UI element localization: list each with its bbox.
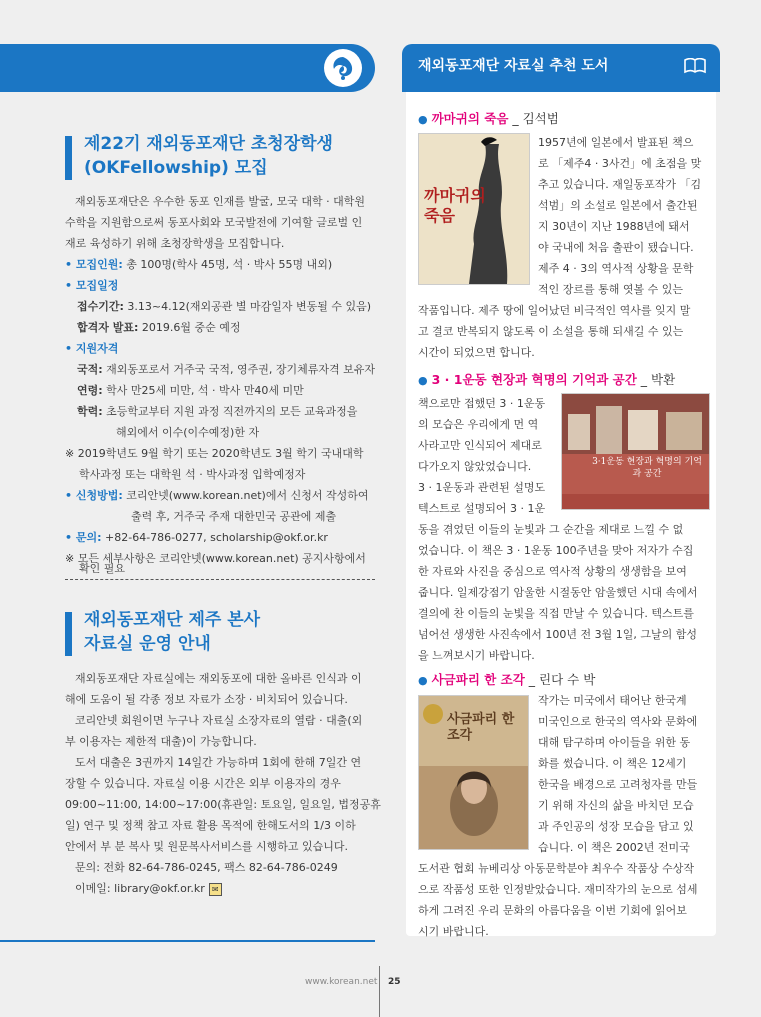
book1-text: 야 국내에 처음 출판이 됐습니다.	[538, 241, 694, 254]
inquiry-contact: • 문의: +82-64-786-0277, scholarship@okf.or.kr	[65, 531, 328, 544]
recruit-schedule-label: • 모집일정	[65, 279, 119, 292]
book3-text: 시기 바랍니다.	[418, 925, 489, 938]
book2-text: 텍스트로 설명되어 3 · 1운	[418, 502, 546, 515]
details-note: ※ 모든 세부사항은 코리안넷(www.korean.net) 공지사항에서	[65, 552, 366, 565]
section1-intro-line: 수학을 지원함으로써 동포사회와 모국발전에 기여할 글로벌 인	[65, 216, 363, 229]
book1-text: 로 「제주4 · 3사건」에 초점을 맞	[538, 157, 702, 170]
open-book-icon	[683, 58, 707, 78]
book3-cover	[418, 695, 529, 850]
book1-cover	[418, 133, 530, 285]
book2-text: 한 자료와 사진을 중심으로 역사적 상황의 생생함을 보여	[418, 565, 687, 578]
book1-text: 제주 4 · 3의 역사적 상황을 문학	[538, 262, 694, 275]
library-info-line: 부 이용자는 제한적 대출)이 가능합니다.	[65, 735, 257, 748]
book1-text: 지 30년이 지난 1988년에 돼서	[538, 220, 690, 233]
library-info-line: 일) 연구 및 정책 참고 자료 활용 목적에 한해도서의 1/3 이하	[65, 819, 356, 832]
section1-title-line2: (OKFellowship) 모집	[84, 158, 268, 178]
section2-title-line1: 재외동포재단 제주 본사	[84, 610, 261, 630]
book1-text: 고 결코 반복되지 않도록 이 소설을 통해 되새길 수 있는	[418, 325, 684, 338]
book3-text: 하게 그려진 우리 문화의 아름다움을 이번 기회에 읽어보	[418, 904, 687, 917]
book3-text: 대해 탐구하며 아이들을 위한 동	[538, 736, 691, 749]
application-method-cont: 출력 후, 거주국 주재 대한민국 공관에 제출	[131, 510, 337, 523]
book2-text: 의 모습은 우리에게 먼 역	[418, 418, 539, 431]
recruit-count: • 모집인원: 총 100명(학사 45명, 석 · 박사 55명 내외)	[65, 258, 333, 271]
library-email: 이메일: library@okf.or.kr ✉	[75, 878, 222, 899]
book2-cover-title: 3·1운동 현장과 혁명의 기억과 공간	[592, 457, 702, 479]
email-icon: ✉	[209, 883, 222, 896]
book3-text: 기 위해 자신의 삶을 바치던 모습	[538, 799, 694, 812]
section-marker	[65, 136, 72, 180]
left-bottom-rule	[0, 940, 375, 942]
book2-text: 동을 겪었던 이들의 눈빛과 그 순간을 제대로 느낄 수 없	[418, 523, 684, 536]
eligibility-note: ※ 2019학년도 9월 학기 또는 2020학년도 3월 학기 국내대학	[65, 447, 364, 460]
details-note-cont: 확인 필요	[79, 562, 126, 575]
eligibility-education: 학력: 초등학교부터 지원 과정 직전까지의 모든 교육과정을	[77, 405, 358, 418]
library-info-line: 해에 도움이 될 각종 정보 자료가 소장 · 비치되어 있습니다.	[65, 693, 348, 706]
book3-cover-title: 사금파리 한 조각	[447, 712, 515, 743]
book3-text: 작가는 미국에서 태어난 한국계	[538, 694, 687, 707]
section2-title-line2: 자료실 운영 안내	[84, 634, 211, 654]
application-period: 접수기간: 3.13~4.12(재외공관 별 마감일자 변동될 수 있음)	[77, 300, 372, 313]
book2-text: 책으로만 접했던 3 · 1운동	[418, 397, 546, 410]
book2-text: 결의에 찬 이들의 눈빛을 직접 만날 수 있습니다. 텍스트를	[418, 607, 694, 620]
book3-text: 도서관 협회 뉴베리상 아동문학분야 최우수 작품상 수상작	[418, 862, 695, 875]
book2-text: 다가오지 않았었습니다.	[418, 460, 532, 473]
book2-heading: ● 3 · 1운동 현장과 혁명의 기억과 공간 _ 박환	[418, 372, 676, 387]
eligibility-education-cont: 해외에서 이수(이수예정)한 자	[116, 426, 260, 439]
book1-text: 시간이 되었으면 합니다.	[418, 346, 535, 359]
book3-text: 습니다. 이 책은 2002년 전미국	[538, 841, 690, 854]
footer-divider	[379, 966, 380, 1017]
book2-text: 줍니다. 일제강점기 암울한 시절동안 암울했던 시대 속에서	[418, 586, 698, 599]
book3-text: 미국인으로 한국의 역사와 문화에	[538, 715, 698, 728]
library-info-line: 안에서 부 분 복사 및 원문복사서비스를 시행하고 있습니다.	[65, 840, 348, 853]
foundation-logo-icon	[324, 49, 362, 87]
announcement-date: 합격자 발표: 2019.6월 중순 예정	[77, 321, 241, 334]
eligibility-note-cont: 학사과정 또는 대학원 석 · 박사과정 입학예정자	[79, 468, 306, 481]
book1-text: 추고 있습니다. 재일동포작가 「김	[538, 178, 702, 191]
book2-text: 사라고만 인식되어 제대로	[418, 439, 542, 452]
page-number: 25	[388, 977, 401, 987]
library-info-line: 09:00~11:00, 14:00~17:00(휴관일: 토요일, 일요일, 법정공휴	[65, 798, 381, 811]
eligibility-nationality: 국적: 재외동포로서 거주국 국적, 영주권, 장기체류자격 보유자	[77, 363, 376, 376]
section-divider	[65, 579, 375, 580]
book1-text: 적인 장르를 통해 엿볼 수 있는	[538, 283, 683, 296]
footer-url: www.korean.net	[305, 977, 378, 987]
book3-text: 과 주인공의 성장 모습을 담고 있	[538, 820, 694, 833]
book2-cover	[561, 393, 710, 510]
eligibility-age: 연령: 학사 만25세 미만, 석 · 박사 만40세 미만	[77, 384, 304, 397]
book2-text: 을 느껴보시기 바랍니다.	[418, 649, 535, 662]
book1-text: 1957년에 일본에서 발표된 책으	[538, 136, 694, 149]
book2-text: 었습니다. 이 책은 3 · 1운동 100주년을 맞아 저자가 수집	[418, 544, 694, 557]
book2-text: 넘어선 생생한 사진속에서 100년 전 3월 1일, 그날의 함성	[418, 628, 697, 641]
library-info-line: 재외동포재단 자료실에는 재외동포에 대한 올바른 인식과 이	[75, 672, 362, 685]
book1-text: 석범」의 소설로 일본에서 출간된	[538, 199, 698, 212]
library-info-line: 코리안넷 회원이면 누구나 자료실 소장자료의 열람 · 대출(외	[75, 714, 363, 727]
book3-text: 화를 썼습니다. 이 책은 12세기	[538, 757, 687, 770]
book2-text: 3 · 1운동과 관련된 설명도	[418, 481, 546, 494]
eligibility-label: • 지원자격	[65, 342, 119, 355]
book1-text: 작품입니다. 제주 땅에 일어났던 비극적인 역사를 잊지 말	[418, 304, 691, 317]
library-info-line: 장할 수 있습니다. 자료실 이용 시간은 외부 이용자의 경우	[65, 777, 341, 790]
section-marker	[65, 612, 72, 656]
book3-text: 한국을 배경으로 고려청자를 만들	[538, 778, 698, 791]
section1-intro-line: 재로 육성하기 위해 초청장학생을 모집합니다.	[65, 237, 285, 250]
recommended-books-title: 재외동포재단 자료실 추천 도서	[418, 58, 609, 74]
book3-text: 으로 작품성 또한 인정받았습니다. 재미작가의 눈으로 섬세	[418, 883, 698, 896]
left-header-band	[0, 44, 375, 92]
book3-heading: ● 사금파리 한 조각 _ 린다 수 박	[418, 672, 596, 687]
section1-title-line1: 제22기 재외동포재단 초청장학생	[84, 134, 333, 154]
application-method: • 신청방법: 코리안넷(www.korean.net)에서 신청서 작성하여	[65, 489, 369, 502]
library-phone-fax: 문의: 전화 82-64-786-0245, 팩스 82-64-786-0249	[75, 861, 338, 874]
book1-heading: ● 까마귀의 죽음 _ 김석범	[418, 111, 559, 126]
library-info-line: 도서 대출은 3권까지 14일간 가능하며 1회에 한해 7일간 연	[75, 756, 362, 769]
book1-cover-title: 까마귀의 죽음	[424, 186, 486, 225]
section1-intro-line: 재외동포재단은 우수한 동포 인재를 발굴, 모국 대학 · 대학원	[75, 195, 365, 208]
